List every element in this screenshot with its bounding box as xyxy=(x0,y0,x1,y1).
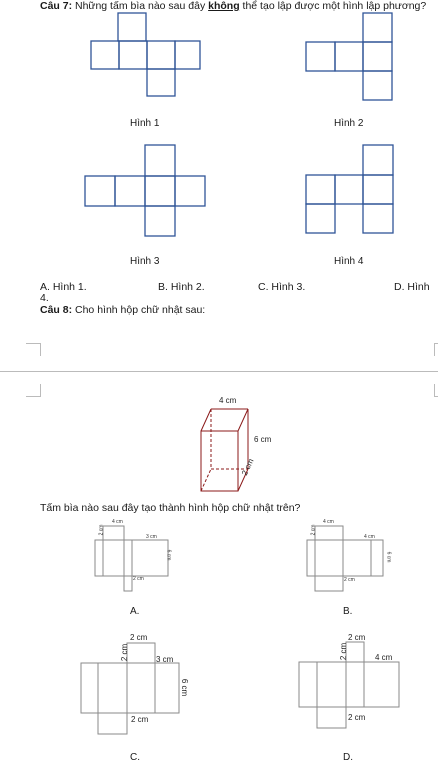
option-c: C. Hình 3. xyxy=(258,281,306,293)
option-d-wrap: 4. xyxy=(40,292,49,304)
net-a-left-label: 2 cm xyxy=(98,524,105,536)
cube-net-figure-2 xyxy=(305,12,395,102)
question-7-title: Câu 7: Những tấm bìa nào sau đây không thể tạo lập được một hình lập phương? xyxy=(40,0,427,12)
page-corner-mark xyxy=(26,343,41,356)
net-c-mid-label: 3 cm xyxy=(156,655,174,664)
net-c-left-label: 2 cm xyxy=(120,643,130,662)
page-corner-mark xyxy=(434,384,438,397)
net-a-bottom-label: 2 cm xyxy=(133,576,144,582)
page-corner-mark xyxy=(434,343,438,356)
question-8-prompt: Tấm bìa nào sau đây tạo thành hình hộp chữ nhật trên? xyxy=(40,502,301,514)
net-d-left-label: 2 cm xyxy=(339,642,349,661)
option-b-letter: B. xyxy=(343,606,353,617)
figure-2-label: Hình 2 xyxy=(334,118,364,129)
option-d-letter: D. xyxy=(343,752,353,763)
cube-net-figure-1 xyxy=(90,12,202,98)
question-8-title: Câu 8: Cho hình hộp chữ nhật sau: xyxy=(40,304,206,316)
net-b-left-label: 2 cm xyxy=(310,524,317,536)
net-a-top-label: 4 cm xyxy=(112,519,123,525)
box-right-label: 6 cm xyxy=(254,435,272,444)
net-c-top-label: 2 cm xyxy=(130,633,148,642)
net-a-mid-label: 3 cm xyxy=(146,534,157,540)
rectangular-box-figure xyxy=(196,404,256,494)
page-corner-mark xyxy=(26,384,41,397)
net-c-bottom-label: 2 cm xyxy=(131,715,149,724)
figure-4-label: Hình 4 xyxy=(334,256,364,267)
box-depth-label: 2 cm xyxy=(240,457,256,477)
cube-net-figure-3 xyxy=(84,144,208,238)
net-d-bottom-label: 2 cm xyxy=(348,713,366,722)
option-c-letter: C. xyxy=(130,752,140,763)
net-c-right-label: 6 cm xyxy=(180,678,190,697)
figure-3-label: Hình 3 xyxy=(130,256,160,267)
page-divider xyxy=(0,371,438,372)
option-a: A. Hình 1. xyxy=(40,281,87,293)
net-b-right-label: 6 cm xyxy=(385,551,392,563)
net-d-mid-label: 4 cm xyxy=(375,653,393,662)
option-b: B. Hình 2. xyxy=(158,281,205,293)
cube-net-figure-4 xyxy=(305,144,397,236)
net-b-mid-label: 4 cm xyxy=(364,534,375,540)
net-d-top-label: 2 cm xyxy=(348,633,366,642)
net-b-top-label: 4 cm xyxy=(323,519,334,525)
option-d: D. Hình xyxy=(394,281,430,293)
net-b-bottom-label: 2 cm xyxy=(344,577,355,583)
option-a-letter: A. xyxy=(130,606,140,617)
box-top-label: 4 cm xyxy=(219,396,237,405)
figure-1-label: Hình 1 xyxy=(130,118,160,129)
net-a-right-label: 6 cm xyxy=(165,549,172,561)
